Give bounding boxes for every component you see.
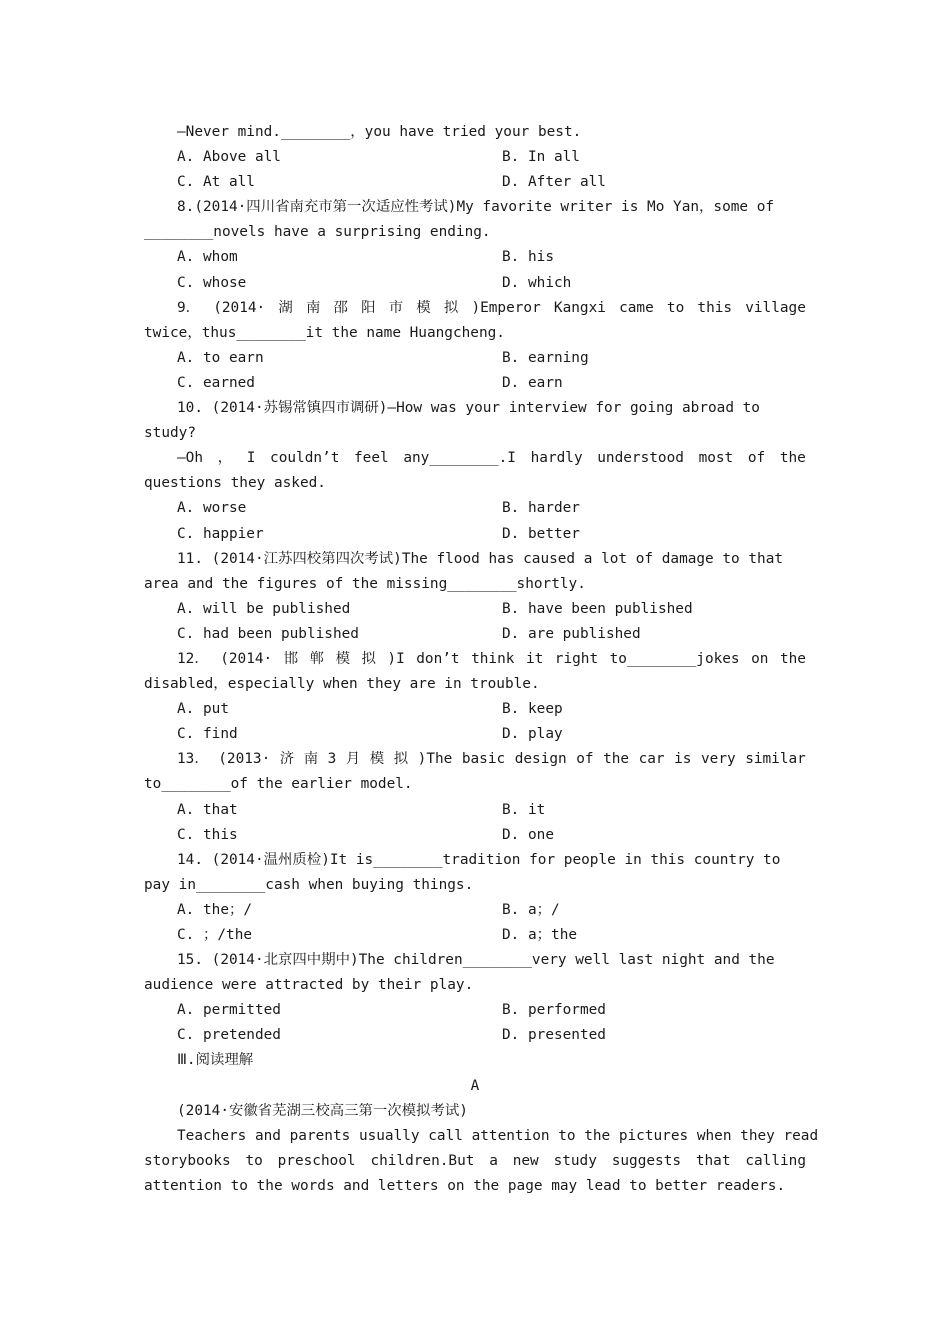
q9-options-row-2 [144,371,806,396]
q7-option-d: D. After all [502,174,606,191]
q12-word: 模 [335,650,350,667]
passage-word: new [512,1152,539,1169]
q12-word: think [471,650,515,667]
q11-option-a: A. will be published [177,600,351,617]
q15-stem-line-2: audience were attracted by their play. [144,977,474,994]
q12-word: it [525,650,544,667]
q12-word: 12． [177,650,209,667]
q9-word: to [666,299,685,316]
q9-options-row-1 [144,346,806,371]
q13-word: the [603,751,630,768]
passage-word: children.But [370,1152,475,1169]
q7-options-row-2 [144,170,806,195]
passage-word: study [553,1152,597,1169]
q12-word: the [779,650,806,667]
q7-option-a: A. Above all [177,149,281,166]
q10-option-d: D. better [502,525,580,542]
q10-word: any________.I [403,450,516,467]
q10-word: couldn’t [270,450,340,467]
q12-word: )I [387,650,405,667]
q10-stem-line-3 [144,446,806,471]
q12-stem-line-1 [144,647,806,672]
q12-word: 邯 [283,650,299,667]
q15-option-c: C. pretended [177,1027,281,1044]
q10-option-b: B. harder [502,500,580,517]
q11-options-row-2 [144,622,806,647]
q10-word: feel [354,450,389,467]
q10-options-row-1 [144,496,806,521]
q9-word: came [619,299,654,316]
q9-stem-line-1 [144,296,806,321]
q9-word: this [697,299,733,316]
q13-word: )The [417,751,453,768]
passage-word: a [489,1152,498,1169]
q10-options-row-2 [144,522,806,547]
q13-word: similar [745,751,806,768]
passage-word: to [245,1152,263,1169]
q15-option-a: A. permitted [177,1002,281,1019]
q7-reply: —Never mind.________，you have tried your best. [177,124,582,140]
q9-word: 阳 [361,299,376,316]
q10-stem-line-1: 10. (2014·苏锡常镇四市调研)—How was your interview for going abroad to [177,400,760,417]
q15-options-row-1 [144,998,806,1023]
q10-word: the [779,450,806,467]
q13-option-d: D. one [502,826,554,843]
q9-word: 南 [305,299,321,316]
passage-line-2 [144,1149,806,1174]
q14-stem-line-1: 14. (2014·温州质检)It is________tradition for people in this country to [177,851,781,868]
q9-word: 湖 [278,299,293,316]
q9-word: (2014· [213,299,266,316]
q7-option-c: C. At all [177,174,255,191]
q10-word: hardly [530,450,583,467]
q13-word: very [701,751,736,768]
q13-word: 南 [303,751,319,768]
q13-options-row-2 [144,823,806,848]
q12-word: 拟 [361,650,376,667]
passage-word: storybooks [144,1152,231,1169]
q13-word: car [638,751,665,768]
q14-options-row-2 [144,923,806,948]
q15-stem-line-1: 15. (2014·北京四中期中)The children________very well last night and the [177,952,775,969]
q14-option-a: A. the；/ [177,901,253,918]
q10-stem-line-2: study? [144,425,196,442]
q10-word: of [747,450,766,467]
q13-word: 13． [177,751,209,768]
q9-option-c: C. earned [177,374,255,391]
q13-options-row-1 [144,798,806,823]
q14-option-c: C. ；/the [177,927,253,943]
q8-option-d: D. which [502,274,572,291]
q8-option-c: C. whose [177,274,247,291]
q11-stem-line-2: area and the figures of the missing________shortly. [144,575,586,592]
q15-option-b: B. performed [502,1002,606,1019]
passage-line-1: Teachers and parents usually call attention to the pictures when they read [177,1127,819,1144]
q9-word: 邵 [333,299,348,316]
q10-word: I [246,450,256,467]
q7-option-b: B. In all [502,149,580,166]
q11-option-b: B. have been published [502,600,693,617]
q12-word: 郸 [309,650,325,667]
q13-word: (2013· [218,751,271,768]
q11-options-row-1 [144,597,806,622]
q10-option-c: C. happier [177,525,264,542]
q9-word: Kangxi [553,299,606,316]
q9-option-a: A. to earn [177,349,264,366]
passage-word: preschool [277,1152,356,1169]
passage-word: suggests [611,1152,682,1169]
q8-stem-line-2: ________novels have a surprising ending. [144,224,491,241]
q13-word: 济 [279,751,295,768]
q13-word: 拟 [393,751,409,768]
q12-options-row-2 [144,722,806,747]
q12-stem-line-2: disabled，especially when they are in trouble. [144,676,540,693]
q9-stem-line-2: twice，thus________it the name Huangcheng. [144,324,505,341]
q9-word: village [745,299,806,316]
passage-source: (2014·安徽省芜湖三校高三第一次模拟考试) [177,1102,468,1119]
q8-options-row-1 [144,245,806,270]
q14-stem-line-2: pay in________cash when buying things. [144,876,474,893]
q13-word: 月 [345,751,361,768]
q12-word: on [751,650,769,667]
q12-word: don’t [416,650,460,667]
q12-options-row-1 [144,697,806,722]
q13-word: basic [461,751,506,768]
passage-line-3: attention to the words and letters on the page may lead to better readers. [144,1177,786,1194]
q13-stem-line-2: to________of the earlier model. [144,776,413,793]
q10-word: ， [217,450,233,467]
document-page [144,120,819,1199]
q12-word: (2014· [220,650,273,667]
q9-option-d: D. earn [502,374,563,391]
q9-word: 模 [416,299,431,316]
q9-word: 拟 [443,299,459,316]
q12-option-d: D. play [502,726,563,743]
q13-word: 3 [327,751,337,768]
q8-option-b: B. his [502,249,554,266]
q14-option-b: B. a；/ [502,901,560,918]
q11-stem-line-1: 11. (2014·江苏四校第四次考试)The flood has caused a lot of damage to that [177,550,784,567]
q8-stem-line-1: 8.(2014·四川省南充市第一次适应性考试)My favorite writer is Mo Yan，some of [177,199,775,216]
q13-option-a: A. that [177,801,238,818]
q14-options-row-1 [144,898,806,923]
section-heading: Ⅲ.阅读理解 [177,1052,254,1069]
q13-option-c: C. this [177,826,238,843]
q8-options-row-2 [144,271,806,296]
q10-stem-line-4: questions they asked. [144,475,326,492]
q7-options-row-1 [144,145,806,170]
q13-word: design [514,751,567,768]
q10-word: understood [597,450,684,467]
q9-word: )Emperor [471,299,541,316]
q12-option-a: A. put [177,701,229,718]
passage-letter: A [470,1077,480,1094]
q12-option-b: B. keep [502,701,563,718]
q12-word: right [554,650,599,667]
q13-stem-line-1 [144,747,806,772]
passage-word: calling [745,1152,806,1169]
q9-option-b: B. earning [502,349,589,366]
q10-option-a: A. worse [177,500,247,517]
q14-option-d: D. a；the [502,927,578,943]
passage-word: that [695,1152,731,1169]
q10-word: most [698,450,734,467]
q11-option-c: C. had been published [177,625,359,642]
q13-option-b: B. it [502,801,546,818]
q9-word: 9． [177,299,201,316]
q15-options-row-2 [144,1023,806,1048]
q13-word: of [576,751,594,768]
q12-option-c: C. find [177,726,238,743]
q8-option-a: A. whom [177,249,238,266]
q11-option-d: D. are published [502,625,641,642]
q9-word: 市 [388,299,404,316]
q10-word: —Oh [177,450,203,467]
q13-word: is [674,751,692,768]
q13-word: 模 [369,751,385,768]
q15-option-d: D. presented [502,1027,606,1044]
q12-word: to________jokes [609,650,740,667]
